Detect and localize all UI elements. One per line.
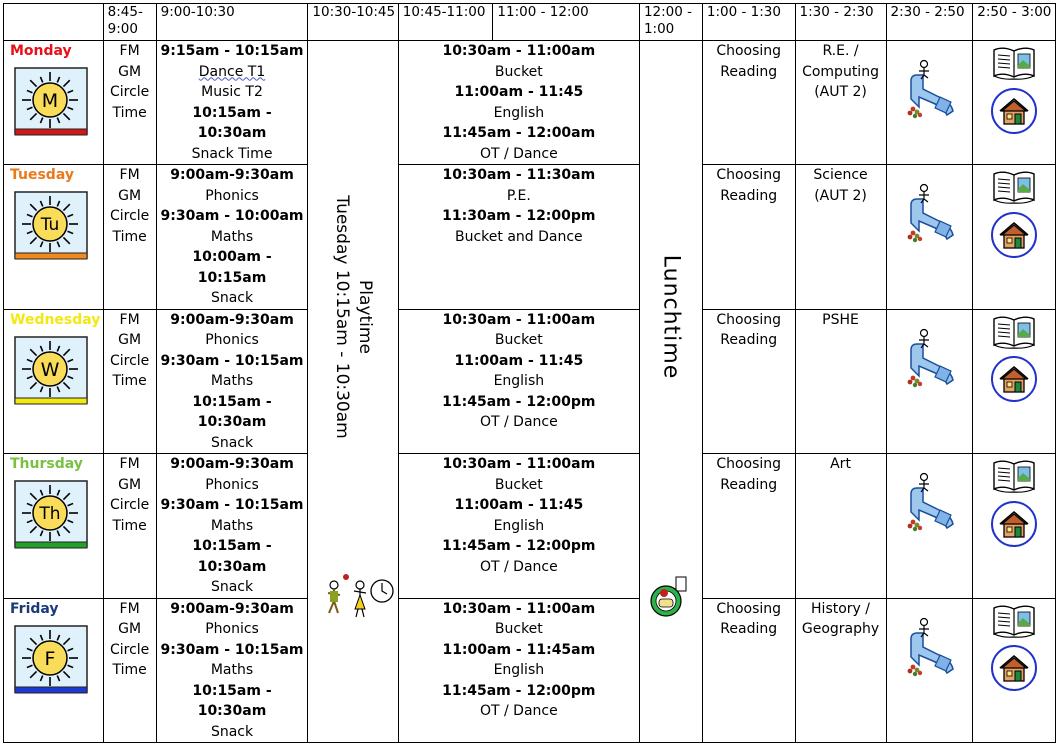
time-range: 11:45am - 12:00am: [442, 125, 596, 141]
subject-text: (AUT 2): [814, 187, 867, 204]
morning-cell: [156, 454, 308, 599]
book-icon: [973, 313, 1055, 358]
activity-text: GM: [118, 187, 142, 204]
morning-cell: [156, 41, 308, 165]
sun-icon: [14, 480, 86, 548]
choosing-reading-cell: [702, 165, 795, 310]
lunchtime-label: Lunchtime: [658, 255, 684, 380]
time-range: 9:00am-9:30am: [170, 456, 294, 472]
day-row: [4, 309, 1056, 454]
subject-text: R.E. /: [822, 43, 859, 59]
time-range: 10:15am - 10:30am: [192, 538, 272, 575]
header-cell: [398, 4, 493, 41]
activity-text: Maths: [210, 662, 254, 678]
lunchtime-wrap: [640, 41, 702, 655]
header-cell: [702, 4, 795, 41]
choosing-reading-cell: [702, 309, 795, 454]
afternoon-subject-cell: [795, 454, 886, 599]
activity-text: Phonics: [205, 332, 259, 348]
subject-text: (AUT 2): [814, 84, 867, 100]
house-icon: [973, 211, 1055, 266]
activity-text: English: [493, 373, 545, 389]
home-time-cell: [973, 598, 1056, 743]
time-range: 11:00am - 11:45: [454, 84, 584, 100]
slide-icon: [903, 59, 973, 126]
time-range: 9:00am-9:30am: [170, 311, 294, 328]
time-range: 10:15am - 10:30am: [192, 682, 272, 719]
early-morning-cell: [103, 454, 156, 599]
activity-text: OT / Dance: [479, 703, 558, 719]
timetable: [3, 3, 1056, 743]
activity-text: Time: [112, 373, 147, 389]
activity-text: Bucket: [494, 621, 543, 637]
late-morning-cell: [398, 309, 639, 454]
activity-text: Phonics: [205, 187, 259, 204]
time-range: 9:30am - 10:15am: [160, 641, 304, 658]
time-range: 10:30am - 11:00am: [442, 311, 596, 328]
subject-text: Computing: [802, 63, 879, 80]
activity-text: English: [493, 662, 545, 678]
day-name: Wednesday: [10, 311, 101, 328]
day-row: [4, 598, 1056, 743]
subject-text: Art: [830, 456, 851, 472]
day-row: [4, 165, 1056, 310]
activity-text: Maths: [210, 373, 254, 389]
book-icon: [973, 44, 1055, 89]
late-morning-cell: [398, 165, 639, 310]
time-range: 10:30am - 11:00am: [442, 43, 596, 59]
activity-text: Bucket: [494, 63, 543, 80]
house-icon: [973, 87, 1055, 142]
activity-text: Choosing: [716, 167, 782, 183]
late-morning-cell: [398, 454, 639, 599]
home-time-cell: [973, 309, 1056, 454]
house-icon: [973, 355, 1055, 410]
subject-text: Geography: [801, 621, 880, 637]
time-range: 11:00am - 11:45: [454, 352, 584, 369]
activity-text: Snack Time: [191, 145, 273, 162]
time-range: 10:30am - 11:30am: [442, 167, 596, 183]
home-time-cell: [973, 41, 1056, 165]
activity-text: Reading: [720, 63, 778, 80]
activity-text: [157, 62, 308, 83]
day-name: Friday: [10, 600, 59, 617]
day-cell: [4, 165, 104, 310]
activity-text: Time: [112, 662, 147, 678]
playtime-time: Tuesday 10:15am - 10:30am: [332, 195, 353, 440]
activity-text: Reading: [720, 187, 778, 204]
activity-text: Music T2: [201, 84, 263, 100]
time-range: 9:00am-9:30am: [170, 167, 294, 183]
book-icon: [973, 602, 1055, 647]
activity-text: OT / Dance: [479, 558, 558, 575]
activity-text: Bucket: [494, 476, 543, 493]
play-slot-cell: [886, 598, 973, 743]
activity-text: Circle: [109, 497, 150, 513]
choosing-reading-cell: [702, 41, 795, 165]
activity-text: GM: [118, 476, 142, 493]
morning-cell: [156, 165, 308, 310]
time-range: 10:30am - 11:00am: [442, 600, 596, 617]
day-cell: [4, 309, 104, 454]
activity-text: Reading: [720, 621, 778, 637]
slide-icon: [903, 328, 973, 395]
activity-text: Reading: [720, 332, 778, 348]
header-cell: [795, 4, 886, 41]
slide-icon: [903, 617, 973, 684]
activity-text: Circle: [109, 208, 150, 224]
late-morning-cell: [398, 41, 639, 165]
afternoon-subject-cell: [795, 309, 886, 454]
activity-text: Choosing: [716, 311, 782, 328]
header-cell: [973, 4, 1056, 41]
slide-icon: [903, 183, 973, 250]
time-range: 11:45am - 12:00pm: [442, 393, 596, 410]
time-range: 9:30am - 10:00am: [160, 208, 304, 224]
activity-text: Snack: [210, 579, 254, 595]
time-range: 11:00am - 11:45: [454, 497, 584, 513]
day-cell: [4, 41, 104, 165]
book-icon: [973, 168, 1055, 213]
playtime-cell: [308, 41, 398, 743]
choosing-reading-cell: [702, 454, 795, 599]
play-slot-cell: [886, 309, 973, 454]
time-range: 11:45am - 12:00pm: [442, 538, 596, 554]
activity-text: Phonics: [205, 621, 259, 637]
day-row: [4, 41, 1056, 165]
activity-text: OT / Dance: [479, 145, 558, 162]
slide-icon: [903, 472, 973, 539]
playtime-wrap: [308, 41, 397, 655]
svg-text:M: M: [41, 89, 59, 112]
day-name: Monday: [10, 43, 72, 59]
day-name: Thursday: [10, 456, 83, 472]
book-icon: [973, 457, 1055, 502]
children-playing-icon: [320, 571, 396, 628]
activity-text: P.E.: [506, 187, 531, 204]
activity-text: Time: [112, 104, 147, 121]
header-label: 8:45-9:00: [107, 4, 143, 37]
header-cell: [639, 4, 702, 41]
early-morning-cell: [103, 165, 156, 310]
activity-text: English: [493, 517, 545, 534]
play-slot-cell: [886, 454, 973, 599]
activity-text: GM: [118, 63, 142, 80]
house-icon: [973, 500, 1055, 555]
activity-text: FM: [119, 167, 140, 183]
early-morning-cell: [103, 598, 156, 743]
activity-text: FM: [119, 43, 140, 59]
subject-text: Science: [813, 167, 868, 183]
header-cell: [493, 4, 640, 41]
activity-text: FM: [119, 456, 140, 472]
activity-text: Maths: [210, 517, 254, 534]
activity-text: English: [493, 104, 545, 121]
header-label: 2:30 - 2:50: [890, 4, 965, 20]
header-label: 1:30 - 2:30: [799, 4, 874, 20]
lunch-plate-icon: [650, 575, 694, 626]
day-name: Tuesday: [10, 167, 74, 183]
early-morning-cell: [103, 309, 156, 454]
time-range: 10:15am - 10:30am: [192, 104, 272, 141]
activity-text: Bucket and Dance: [455, 228, 583, 245]
activity-text: Snack: [210, 290, 254, 306]
activity-text: Time: [112, 228, 147, 245]
svg-text:Th: Th: [39, 504, 61, 525]
subject-text: PSHE: [822, 311, 859, 328]
activity-text: OT / Dance: [479, 414, 558, 430]
header-label: 10:30-10:45: [312, 4, 396, 20]
header-label: 1:00 - 1:30: [706, 4, 781, 20]
home-time-cell: [973, 165, 1056, 310]
header-label: 10:45-11:00: [402, 4, 486, 20]
sun-icon: [14, 191, 86, 259]
activity-text: Choosing: [716, 456, 782, 472]
sun-icon: [14, 336, 86, 404]
activity-text: Choosing: [716, 600, 782, 617]
activity-text: Reading: [720, 476, 778, 493]
time-range: 10:30am - 11:00am: [442, 456, 596, 472]
time-range: 10:00am - 10:15am: [192, 249, 272, 286]
subject-text: History /: [811, 600, 871, 617]
sun-icon: [14, 67, 86, 135]
playtime-label: [330, 196, 376, 439]
svg-text:Tu: Tu: [40, 215, 60, 236]
header-cell: [308, 4, 398, 41]
header-cell: [103, 4, 156, 41]
house-icon: [973, 644, 1055, 699]
svg-text:F: F: [44, 647, 56, 670]
day-cell: [4, 598, 104, 743]
header-cell: [886, 4, 973, 41]
activity-text: Snack: [210, 723, 254, 740]
header-cell: [156, 4, 308, 41]
activity-text: GM: [118, 332, 142, 348]
activity-text: FM: [119, 311, 140, 328]
afternoon-subject-cell: [795, 598, 886, 743]
day-row: [4, 454, 1056, 599]
activity-text: Maths: [210, 228, 254, 245]
sun-icon: [14, 625, 86, 693]
day-cell: [4, 454, 104, 599]
time-range: 9:30am - 10:15am: [160, 352, 304, 369]
activity-text: Circle: [109, 84, 150, 100]
svg-text:W: W: [40, 358, 60, 381]
activity-text: Snack: [210, 434, 254, 451]
morning-cell: [156, 309, 308, 454]
afternoon-subject-cell: [795, 165, 886, 310]
time-range: 11:00am - 11:45am: [442, 641, 596, 658]
activity-text: Bucket: [494, 332, 543, 348]
activity-text: Choosing: [716, 43, 782, 59]
header-label: 2:50 - 3:00: [977, 4, 1052, 20]
afternoon-subject-cell: [795, 41, 886, 165]
time-range: 9:15am - 10:15am: [160, 43, 304, 59]
lunchtime-cell: [639, 41, 702, 743]
late-morning-cell: [398, 598, 639, 743]
time-range: 11:30am - 12:00pm: [442, 208, 596, 224]
playtime-title: Playtime: [355, 280, 376, 355]
time-range: 10:15am - 10:30am: [192, 393, 272, 430]
activity-text: Time: [112, 517, 147, 534]
activity-text: Dance T1: [198, 63, 266, 80]
activity-text: Circle: [109, 352, 150, 369]
activity-text: GM: [118, 621, 142, 637]
header-label: 11:00 - 12:00: [497, 4, 589, 20]
morning-cell: [156, 598, 308, 743]
choosing-reading-cell: [702, 598, 795, 743]
header-row: [4, 4, 1056, 41]
header-cell: [4, 4, 104, 41]
play-slot-cell: [886, 165, 973, 310]
early-morning-cell: [103, 41, 156, 165]
time-range: 9:00am-9:30am: [170, 600, 294, 617]
time-range: 11:45am - 12:00pm: [442, 682, 596, 699]
play-slot-cell: [886, 41, 973, 165]
header-label: 12:00 - 1:00: [643, 4, 693, 37]
home-time-cell: [973, 454, 1056, 599]
activity-text: FM: [119, 600, 140, 617]
activity-text: Phonics: [205, 476, 259, 493]
header-label: 9:00-10:30: [160, 4, 235, 20]
activity-text: Circle: [109, 641, 150, 658]
time-range: 9:30am - 10:15am: [160, 497, 304, 513]
